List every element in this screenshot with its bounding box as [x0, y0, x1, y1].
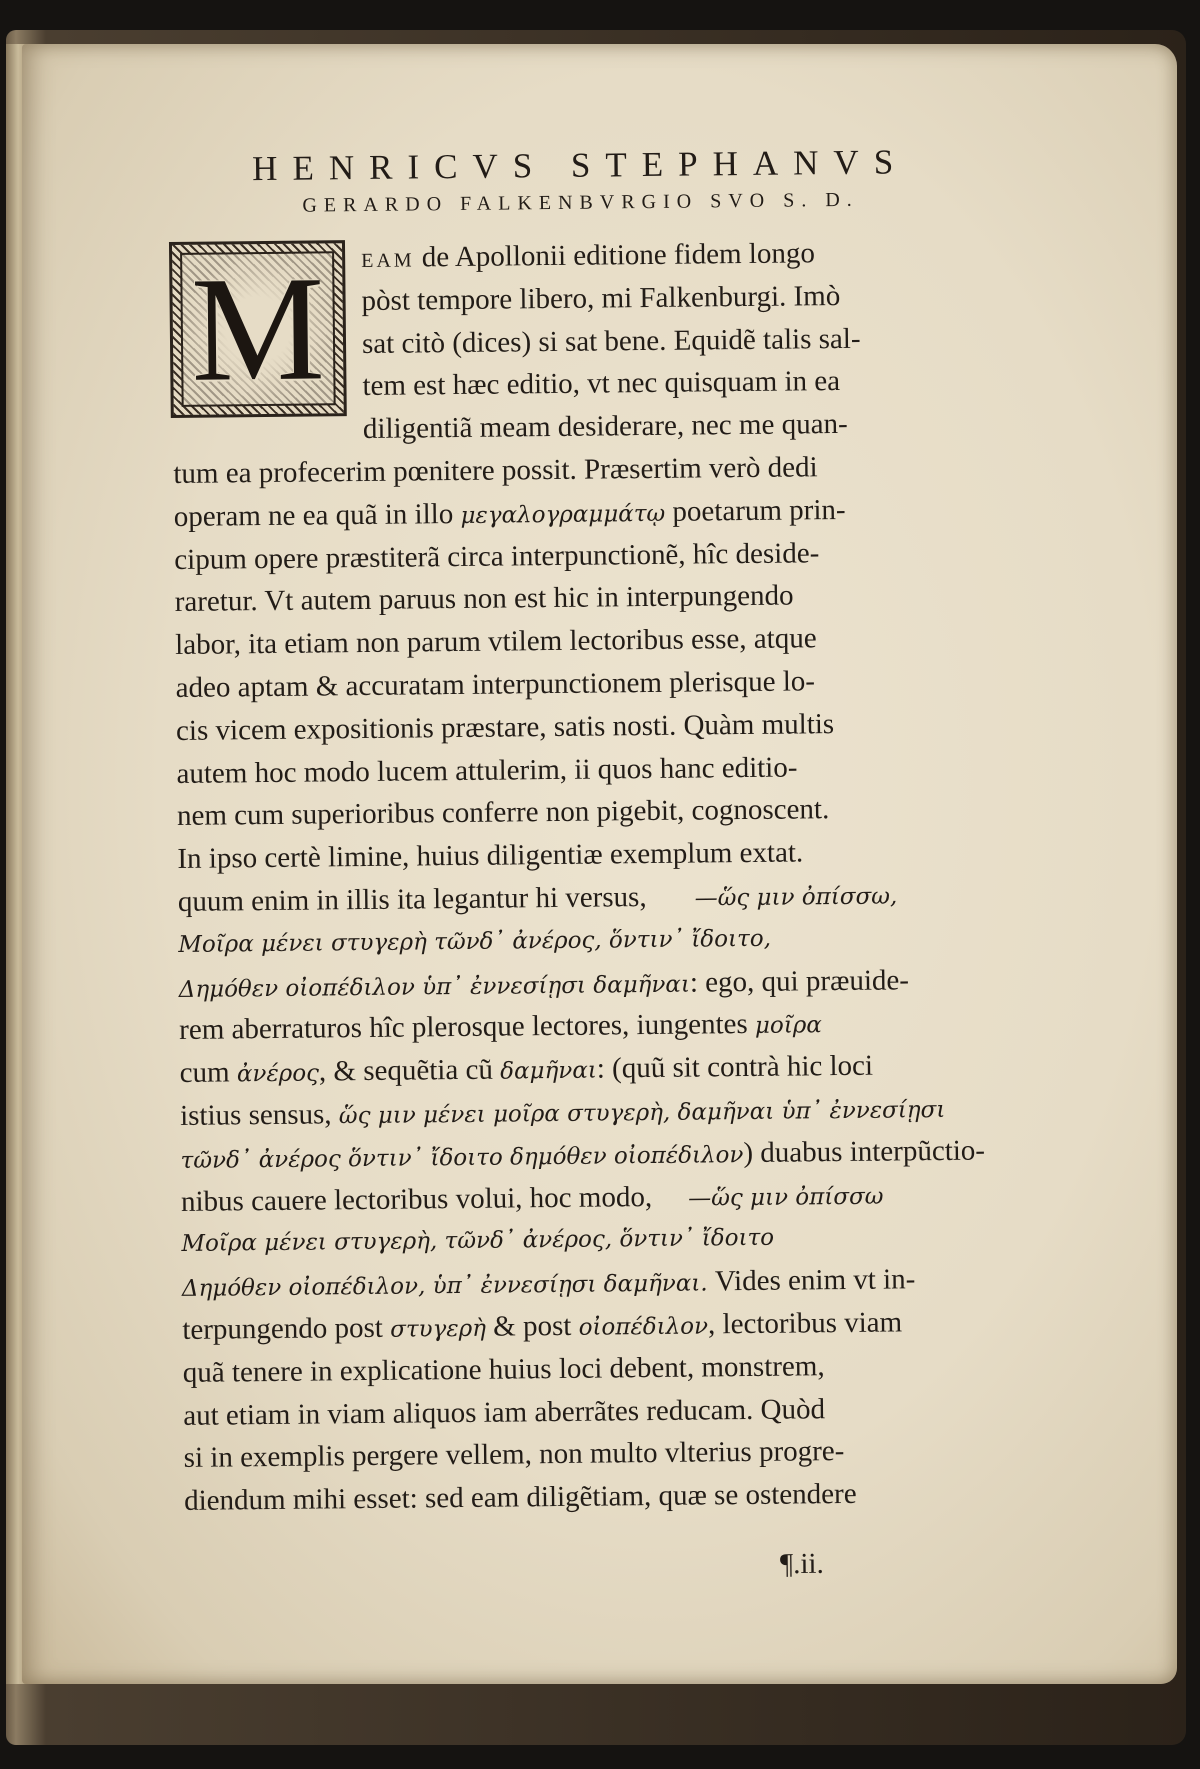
greek-quote: —ὥς μιν ὀπίσσω,: [694, 883, 898, 912]
text-span: istius sensus,: [179, 1098, 340, 1132]
text-span: poetarum prin-: [665, 493, 846, 528]
text-line: [182, 1300, 1002, 1351]
text-span: terpungendo post: [182, 1311, 391, 1346]
text-line: si in exemplis pergere vellem, non multo vlterius progre-: [183, 1435, 845, 1475]
text-line: aut etiam in viam aliquos iam aberrãtes reducam. Quòd: [183, 1392, 826, 1432]
text-line: tem est hæc editio, vt nec quisquam in ea: [362, 365, 841, 403]
greek-word: οἰοπέδιλον: [578, 1313, 709, 1341]
text-line: diendum mihi esset: sed eam diligẽtiam, quæ se ostendere: [183, 1477, 857, 1518]
body-text: [171, 230, 1004, 1522]
text-line: adeo aptam & accuratam interpunctionem plerisque lo-: [175, 665, 816, 704]
text-line: raretur. Vt autem paruus non est hic in interpungendo: [174, 579, 794, 619]
initial-frame: [180, 245, 336, 413]
text-line: quã tenere in explicatione huius loci debent, monstrem,: [182, 1349, 825, 1389]
text-line: nem cum superioribus conferre non pigebit, cognoscent.: [176, 793, 830, 833]
text-line: tum ea profecerim pœnitere possit. Præsertim verò dedi: [173, 451, 818, 490]
text-span: Vides enim vt in-: [707, 1263, 916, 1298]
greek-word: δαμῆναι: [500, 1057, 597, 1085]
text-span: , lectoribus viam: [707, 1306, 903, 1341]
text-span: & post: [485, 1309, 579, 1343]
text-line: sat citò (dices) si sat bene. Equidẽ talis sal-: [361, 322, 861, 360]
decorated-initial: [169, 240, 347, 418]
page-text: [170, 141, 1004, 1522]
initial-letter: M: [190, 245, 326, 413]
text-line: In ipso certè limine, huius diligentiæ exemplum extat.: [177, 836, 804, 876]
text-line: autem hoc modo lucem attulerim, ii quos hanc editio-: [176, 751, 798, 790]
text-span: de Apollonii editione fidem longo: [414, 237, 816, 274]
small-caps-word: EAM: [361, 249, 415, 273]
text-span: nibus cauere lectoribus volui, hoc modo,: [180, 1180, 653, 1218]
text-line: [181, 1172, 1001, 1223]
text-span: , & sequẽtia cũ: [318, 1053, 501, 1088]
greek-word: ἀνέρος: [236, 1060, 320, 1088]
text-span: : ego, qui præuide-: [689, 963, 910, 999]
greek-verse: Δημόθεν οἰοπέδιλον, ὑπ᾽ ἐννεσίῃσι δαμῆναι.: [181, 1270, 708, 1303]
signature-mark: ¶.ii.: [779, 1547, 824, 1581]
text-span: ) duabus interpũctio-: [743, 1134, 986, 1169]
text-line: [179, 958, 999, 1009]
text-span: rem aberraturos hîc plerosque lectores, iungentes: [179, 1008, 756, 1047]
greek-quote: —ὥς μιν ὀπίσσω: [688, 1183, 884, 1212]
greek-word: στυγερὴ: [390, 1315, 487, 1343]
page-subtitle: GERARDO FALKENBVRGIO SVO S. D.: [302, 188, 859, 217]
text-line: labor, ita etiam non parum vtilem lectoribus esse, atque: [175, 622, 817, 662]
text-span: operam ne ea quã in illo: [173, 497, 461, 533]
greek-verse-line: Μοῖρα μένει στυγερὴ τῶνδ᾽ ἀνέρος, ὅντιν᾽ ἴδοιτο,: [178, 925, 772, 958]
page-title: HENRICVS STEPHANVS: [251, 142, 909, 189]
greek-phrase: τῶνδ᾽ ἀνέρος ὅντιν᾽ ἴδοιτο δημόθεν οἰοπέδιλον: [180, 1141, 744, 1174]
text-line: diligentiã meam desiderare, nec me quan-: [362, 408, 848, 446]
greek-verse: Δημόθεν οἰοπέδιλον ὑπ᾽ ἐννεσίῃσι δαμῆναι: [178, 971, 691, 1003]
text-span: quum enim in illis ita legantur hi versus,: [177, 881, 647, 918]
greek-word: μεγαλογραμμάτῳ: [460, 500, 666, 529]
greek-word: μοῖρα: [754, 1012, 822, 1040]
text-line: pòst tempore libero, mi Falkenburgi. Imò: [361, 279, 841, 317]
greek-verse-line: Μοῖρα μένει στυγερὴ, τῶνδ᾽ ἀνέρος, ὅντιν᾽ ἴδοιτο: [181, 1225, 775, 1258]
text-line: [178, 872, 998, 923]
text-line: cipum opere præstiterã circa interpunctionẽ, hîc deside-: [174, 536, 820, 576]
text-span: cum: [179, 1056, 238, 1090]
greek-phrase: ὥς μιν μένει μοῖρα στυγερὴ, δαμῆναι ὑπ᾽ ἐννεσίῃσι: [338, 1096, 946, 1130]
text-line: cis vicem expositionis præstare, satis nosti. Quàm multis: [175, 707, 835, 747]
text-span: : (quũ sit contrà hic loci: [596, 1049, 874, 1085]
